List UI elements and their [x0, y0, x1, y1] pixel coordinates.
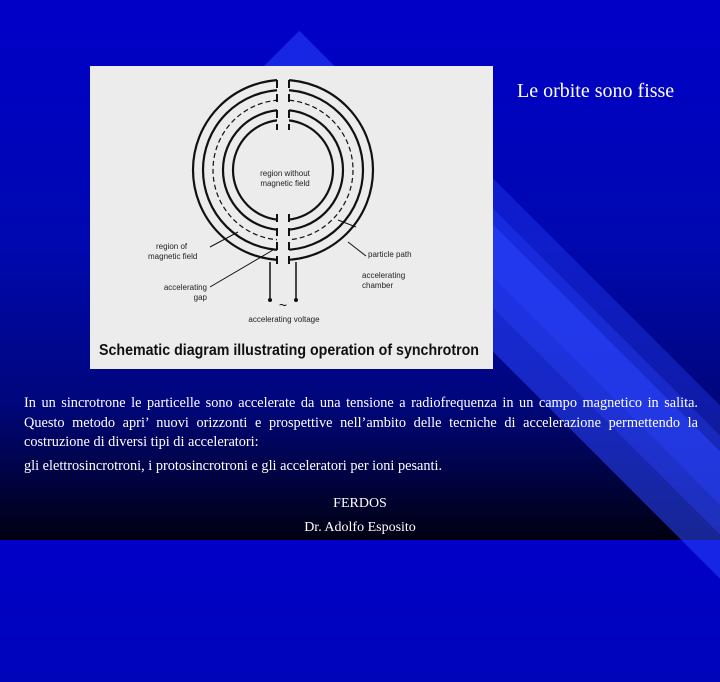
label-accelerating-chamber-2: chamber	[362, 281, 394, 290]
label-region-of-2: magnetic field	[148, 252, 198, 261]
footer-organization: FERDOS	[333, 496, 387, 511]
label-region-of-1: region of	[156, 242, 188, 251]
body-paragraph-2: gli elettrosincrotroni, i protosincrotroni e gli acceleratori per ioni pesanti.	[24, 458, 443, 474]
slide-title: Le orbite sono fisse	[517, 80, 675, 102]
diagram-caption: Schematic diagram illustrating operation of synchrotron	[99, 342, 479, 359]
label-region-without-1: region without	[260, 169, 310, 178]
ac-source-symbol: ~	[278, 297, 288, 313]
label-accelerating-gap-1: accelerating	[163, 283, 207, 292]
footer-author: Dr. Adolfo Esposito	[304, 520, 416, 535]
label-region-without-2: magnetic field	[260, 179, 310, 188]
synchrotron-schematic	[90, 66, 493, 369]
label-particle-path: particle path	[368, 250, 412, 259]
label-accelerating-chamber-1: accelerating	[362, 271, 406, 280]
label-accelerating-gap-2: gap	[193, 293, 207, 302]
body-paragraph-1: In un sincrotrone le particelle sono accelerate da una tensione a radiofrequenza in un campo magnetico in salita. Questo metodo apri’ nuovi orizzonti e prospettive nell’ambito delle tecniche di accelerazione permettendo la costruzione di diversi tipi di acceleratori:	[24, 395, 698, 450]
synchrotron-diagram	[90, 66, 493, 369]
label-accelerating-voltage: accelerating voltage	[248, 315, 320, 324]
